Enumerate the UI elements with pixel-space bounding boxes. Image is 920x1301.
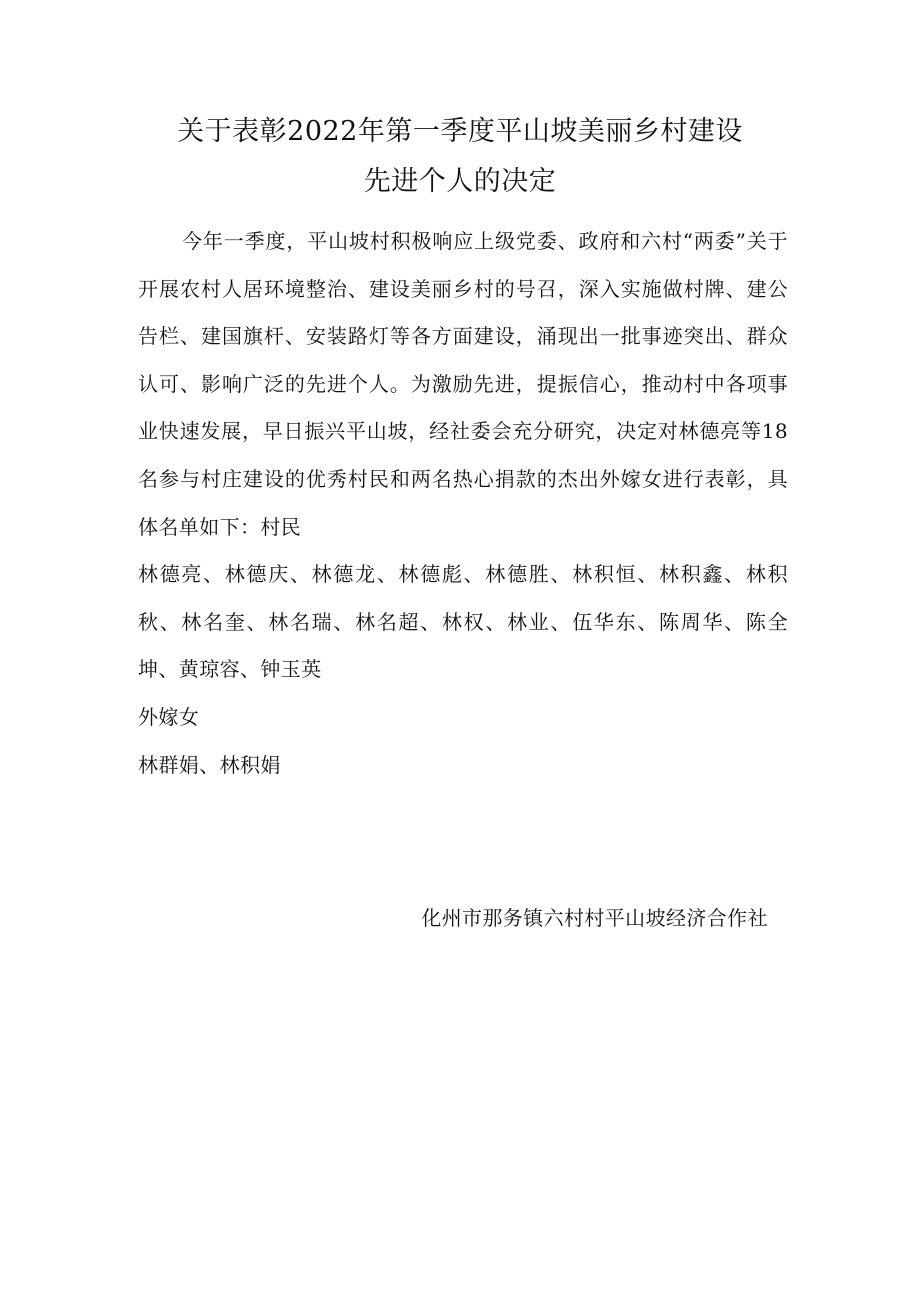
document-title-line-1: 关于表彰2022年第一季度平山坡美丽乡村建设	[177, 116, 743, 147]
villager-name-list: 林德亮、林德庆、林德龙、林德彪、林德胜、林积恒、林积鑫、林积秋、林名奎、林名瑞、林名超、林权、林业、伍华东、陈周华、陈全坤、黄琼容、钟玉英	[138, 562, 788, 682]
issuer-signature: 化州市那务镇六村村平山坡经济合作社	[421, 906, 768, 930]
married-daughters-label: 外嫁女	[138, 705, 200, 729]
document-title-line-2: 先进个人的决定	[363, 166, 557, 197]
married-daughters-name-list: 林群娟、林积娟	[138, 753, 281, 777]
document-body-paragraph: 今年一季度，平山坡村积极响应上级党委、政府和六村“两委”关于开展农村人居环境整治、建设美丽乡村的号召，深入实施做村牌、建公告栏、建国旗杆、安装路灯等各方面建设，涌现出一批事迹突出、群众认可、影响广泛的先进个人。为激励先进，提振信心，推动村中各项事业快速发展，早日振兴平山坡，经社委会充分研究，决定对林德亮等18名参与村庄建设的优秀村民和两名热心捐款的杰出外嫁女进行表彰，具体名单如下：村民	[138, 229, 788, 539]
